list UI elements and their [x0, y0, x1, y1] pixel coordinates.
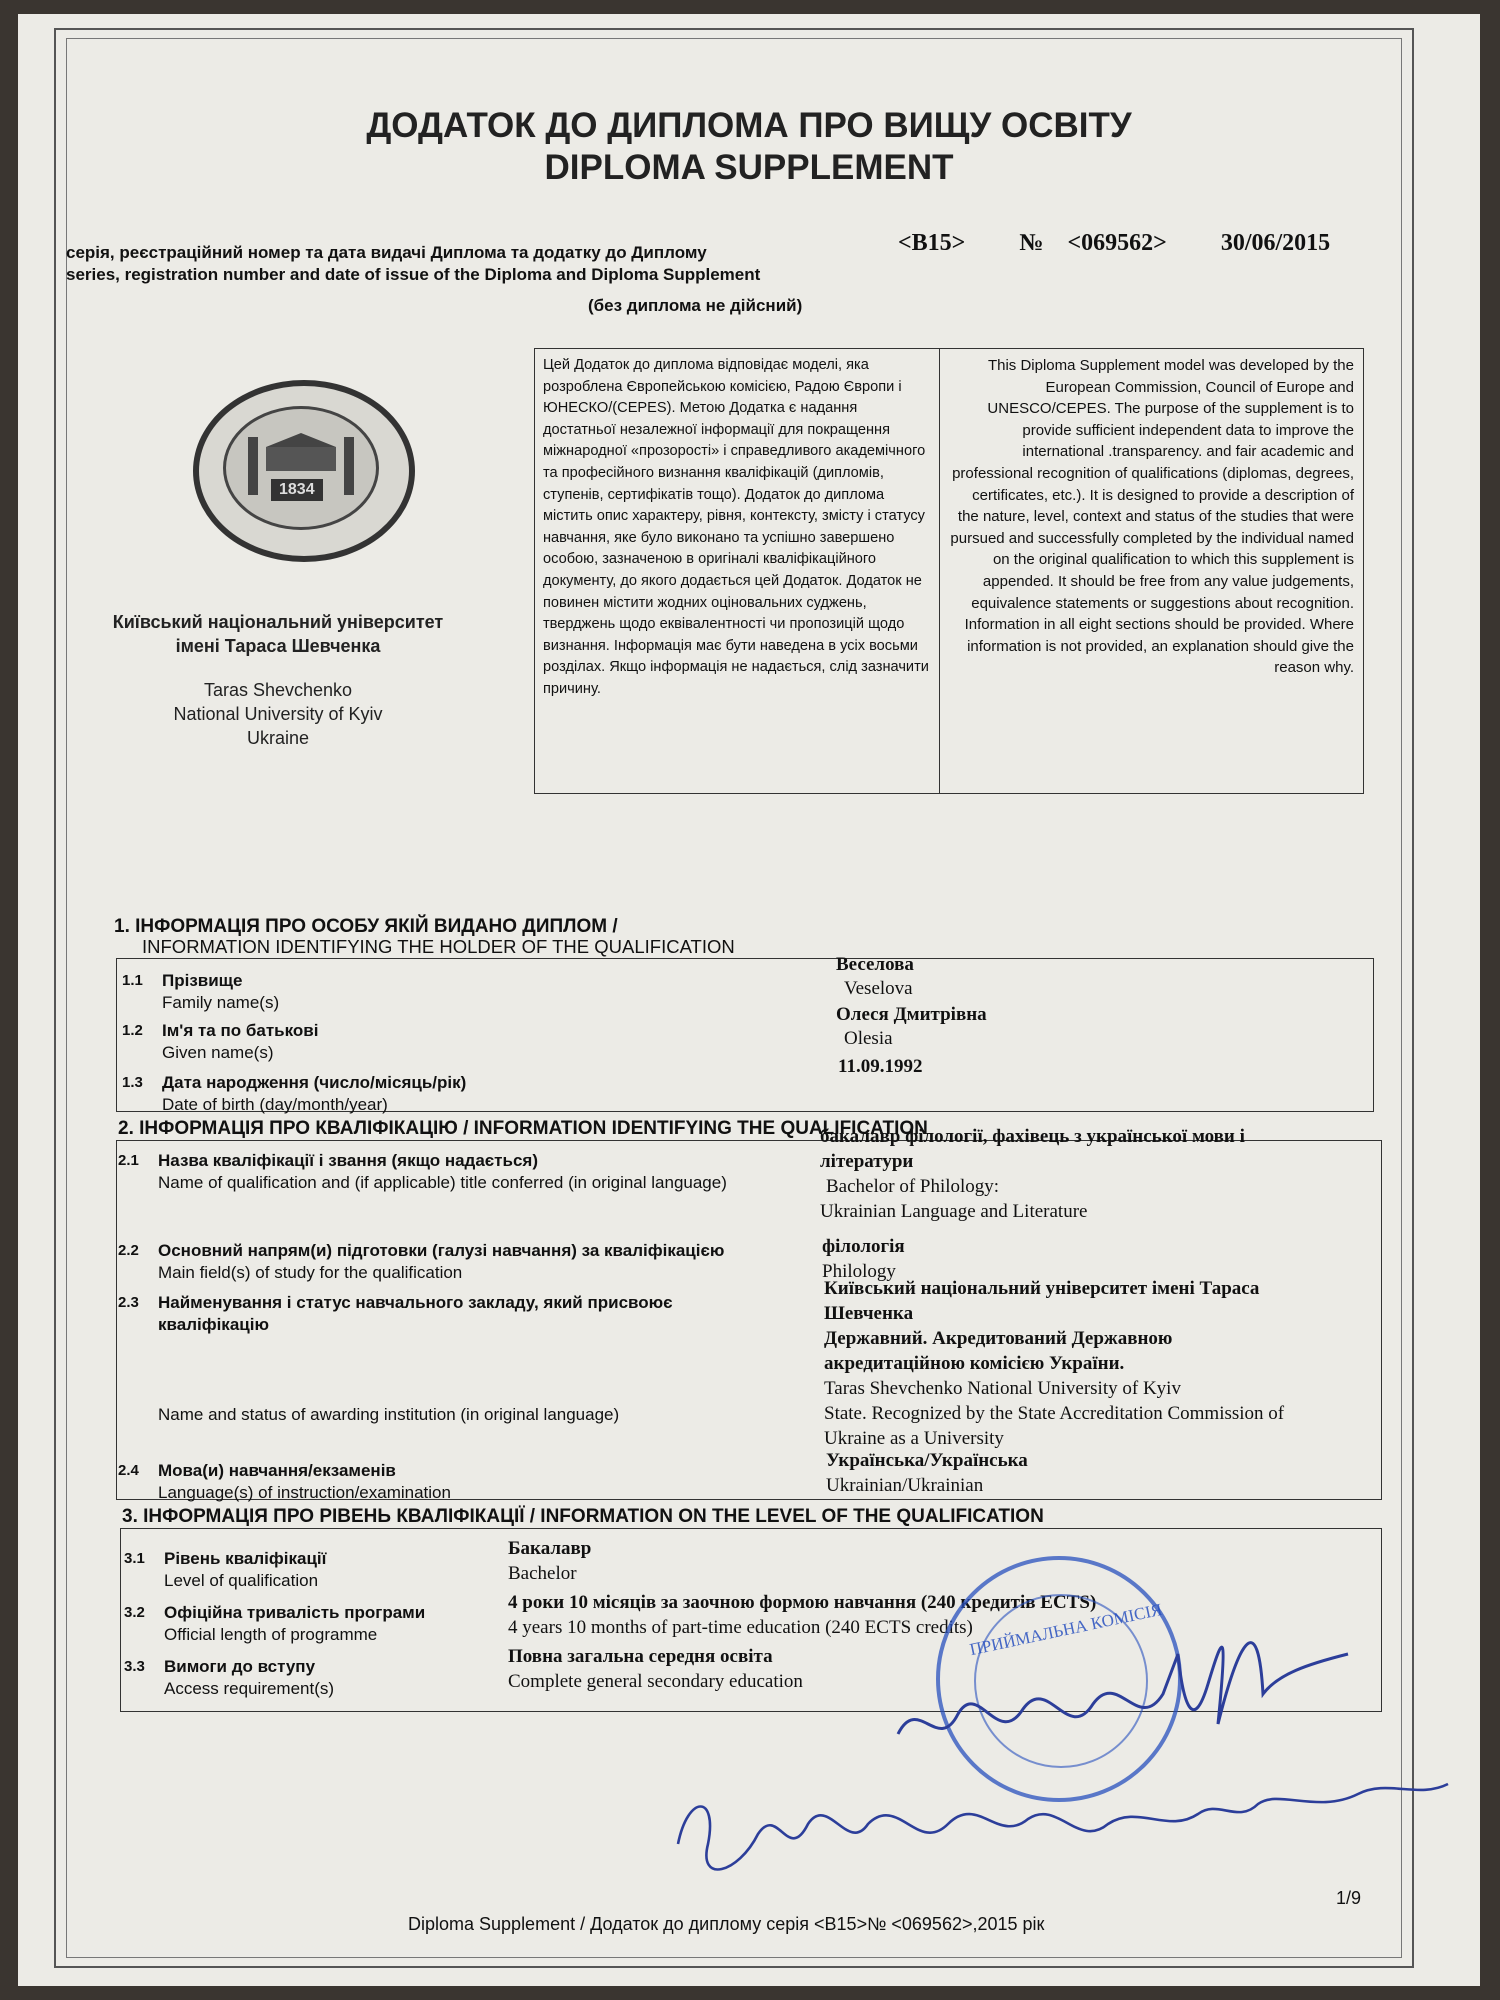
date-of-birth: 11.09.1992: [838, 1056, 923, 1077]
invalid-note: (без диплома не дійсний): [588, 296, 803, 315]
model-description-en: This Diploma Supplement model was developed by the European Commission, Council of Europe and UNESCO/CEPES. The purpose of the supplement is to provide sufficient independent data to improve the international .transparency. and fair academic and professional recognition of qualifications (diplomas, degrees, certificates, etc.). It is designed to provide a description of the nature, level, context and status of the studies that were pursued and successfully completed by the individual named on the original qualification to which this supplement is appended. It should be free from any value judgements, equivalence statements or suggestions about recognition. Information in all eight sections should be provided. Where information is not provided, an explanation should give the reason why.: [950, 357, 1354, 677]
seal-emblem-icon: [226, 409, 376, 527]
series-code: <B15>: [898, 230, 966, 256]
seal-year: 1834: [271, 479, 323, 501]
stamp-label: ПРИЙМАЛЬНА КОМІСІЯ: [968, 1599, 1164, 1660]
field-of-study: філологія Philology: [822, 1236, 905, 1282]
series-label-en: series, registration number and date of issue of the Diploma and Diploma Supplement: [66, 265, 761, 284]
certified-copy-handwriting-icon: [658, 1754, 1458, 1894]
access-requirements: Повна загальна середня освіта Complete general secondary education: [508, 1646, 803, 1692]
programme-length: 4 роки 10 місяців за заочною формою навчання (240 кредитів ECTS) 4 years 10 months of part-time education (240 ECTS credits): [508, 1592, 1097, 1638]
qualification-name: бакалавр філології, фахівець з української мови і літератури Bachelor of Philology: Ukrainian Language and Literature: [820, 1126, 1245, 1222]
section2-title: 2. ІНФОРМАЦІЯ ПРО КВАЛІФІКАЦІЮ / INFORMATION IDENTIFYING THE QUALIFICATION: [118, 1118, 928, 1139]
section3-title: 3. ІНФОРМАЦІЯ ПРО РІВЕНЬ КВАЛІФІКАЦІЇ / INFORMATION ON THE LEVEL OF THE QUALIFICATION: [122, 1506, 1044, 1527]
series-label-ua: серія, реєстраційний номер та дата видачі Диплома та додатку до Диплому: [66, 243, 707, 262]
series-values: [898, 230, 1330, 257]
series-label: [66, 242, 886, 286]
language-of-instruction: Українська/Українська Ukrainian/Ukrainian: [826, 1450, 1028, 1496]
registration-number: <069562>: [1067, 230, 1167, 256]
section1-title-ua: 1. ІНФОРМАЦІЯ ПРО ОСОБУ ЯКІЙ ВИДАНО ДИПЛОМ /: [114, 916, 618, 937]
page-number: 1/9: [1336, 1888, 1362, 1908]
model-description-ua: Цей Додаток до диплома відповідає моделі, яка розроблена Європейською комісією, Радою Європи і ЮНЕСКО/(CEPES). Метою Додатка є надання достатньої незалежної інформації для покращення міжнародної «прозорості» і справедливого академічного та професійного визнання кваліфікацій (дипломів, ступенів, сертифікатів тощо). Додаток до диплома містить опис характеру, рівня, контексту, змісту і статусу навчання, яке було виконано та успішно завершено особою, зазначеною в оригіналі кваліфікаційного документу, до якого додається цей Додаток. Додаток не повинен містити жодних оціновальних суджень, тверджень щодо еквівалентності чи пропозицій щодо визнання. Інформація має бути наведена в усіх восьми розділах. Якщо інформація не надається, слід зазначити причину.: [535, 349, 940, 793]
issue-date: 30/06/2015: [1220, 230, 1331, 256]
university-name-ua: Київський національний університет імені Тараса Шевченка: [112, 612, 444, 656]
given-name-en: Olesia: [844, 1028, 893, 1049]
signature-icon: [878, 1584, 1358, 1774]
awarding-institution: Київський національний університет імені Тараса Шевченка Державний. Акредитований Державною акредитаційною комісією України. Taras Shevchenko National University of Kyiv State. Recognized by the State Accreditation Commission of Ukraine as a University: [824, 1278, 1285, 1449]
university-seal-icon: [193, 380, 415, 562]
family-name-en: Veselova: [844, 978, 913, 999]
university-name-en: Taras Shevchenko National University of Kyiv Ukraine: [173, 680, 383, 748]
model-description-box: [534, 348, 1364, 794]
number-sign: №: [1019, 230, 1044, 256]
title-en: DIPLOMA SUPPLEMENT: [544, 148, 954, 187]
level-of-qualification: Бакалавр Bachelor: [508, 1538, 592, 1584]
diploma-supplement-page: ДОДАТОК ДО ДИПЛОМА ПРО ВИЩУ ОСВІТУ DIPLOMA SUPPLEMENT серія, реєстраційний номер та дата видачі Диплома та додатку до Диплому series, registration number and date of issue of the Diploma and Diploma Supplement <B15> № <069562> 30/06/2015 (без диплома не дійсний) 1834 Київський національний університет імені Тараса Шевченка Taras Shevchenko National University of Kyiv Ukraine Цей Додаток до диплома відповідає моделі, яка розроблена Європейською комісією, Радою Європи і ЮНЕСКО/(CEPES). Метою Додатка є надання достатньої незалежної інформації для покращення міжнародної «прозорості» і справедливого академічного та професійного визнання кваліфікацій (дипломів, ступенів, сертифікатів тощо). Додаток до диплома містить опис характеру, рівня, контексту, змісту і статусу навчання, яке було виконано та успішно завершено особою, зазначеною в оригіналі кваліфікаційного документу, до якого додається цей Додаток. Додаток не повинен містити жодних оціновальних суджень, тверджень щодо еквівалентності чи пропозицій щодо визнання. Інформація має бути наведена в усіх восьми розділах. Якщо інформація не надається, слід зазначити причину. This Diploma Supplement model was developed by the European Commission, Council of Europe and UNESCO/CEPES. The purpose of the supplement is to provide sufficient independent data to improve the international .transparency. and fair academic and professional recognition of qualifications (diplomas, degrees, certificates, etc.). It is designed to provide a description of the nature, level, context and status of the studies that were pursued and successfully completed by the individual named on the original qualification to which this supplement is appended. It should be free from any value judgements, equivalence statements or suggestions about recognition. Information in all eight sections should be provided. Where information is not provided, an explanation should give the reason why. 1. ІНФОРМАЦІЯ ПРО ОСОБУ ЯКІЙ ВИДАНО ДИПЛОМ / INFORMATION IDENTIFYING THE HOLDER OF THE QUALIFICATION 1.1 Прізвище Family name(s) Веселова Veselova 1.2 Ім'я та по батькові Given name(s) Олеся Дмитрівна Olesia 1.3 Дата народження (число/місяць/рік) Date of birth (day/month/year) 11.09.1992 2. ІНФОРМАЦІЯ ПРО КВАЛІФІКАЦІЮ / INFORMATION IDENTIFYING THE QUALIFICATION 2.1 Назва кваліфікації і звання (якщо надається) Name of qualification and (if applicable) title conferred (in original language) бакалавр філології, фахівець з української мови і літератури Bachelor of Philology: Ukrainian Language and Literature 2.2 Основний напрям(и) підготовки (галузі навчання) за кваліфікацією Main field(s) of study for the qualification філологія Philology 2.3 Найменування і статус навчального закладу, який присвоює кваліфікацію Name and status of awarding institution (in original language) Київський національний університет імені Тараса Шевченка Державний. Акредитований Державною акредитаційною комісією України. Taras Shevchenko National University of Kyiv State. Recognized by the State Accreditation Commission of Ukraine as a University 2.4 Мова(и) навчання/екзаменів Language(s) of instruction/examination Українська/Українська Ukrainian/Ukrainian 3. ІНФОРМАЦІЯ ПРО РІВЕНЬ КВАЛІФІКАЦІЇ / INFORMATION ON THE LEVEL OF THE QUALIFICATION 3.1 Рівень кваліфікації Level of qualification Бакалавр Bachelor 3.2 Офіційна тривалість програми Official length of programme 4 роки 10 місяців за заочною формою навчання (240 кредитів ECTS) 4 years 10 months of part-time education (240 ECTS credits) 3.3 Вимоги до вступу Access requirement(s) Повна загальна середня освіта Complete general secondary education ПРИЙМАЛЬНА КОМІСІЯ 1/9 Diploma Supplement / Додаток до диплому серія <B15>№ <069562>,2015 рік: [18, 14, 1480, 1986]
footer-text: Diploma Supplement / Додаток до диплому серія <B15>№ <069562>,2015 рік: [408, 1914, 1045, 1934]
title-ua: ДОДАТОК ДО ДИПЛОМА ПРО ВИЩУ ОСВІТУ: [366, 106, 1132, 145]
section1-title-en: INFORMATION IDENTIFYING THE HOLDER OF THE QUALIFICATION: [142, 936, 735, 957]
family-name-ua: Веселова: [836, 954, 914, 975]
given-name-ua: Олеся Дмитрівна: [836, 1004, 987, 1025]
